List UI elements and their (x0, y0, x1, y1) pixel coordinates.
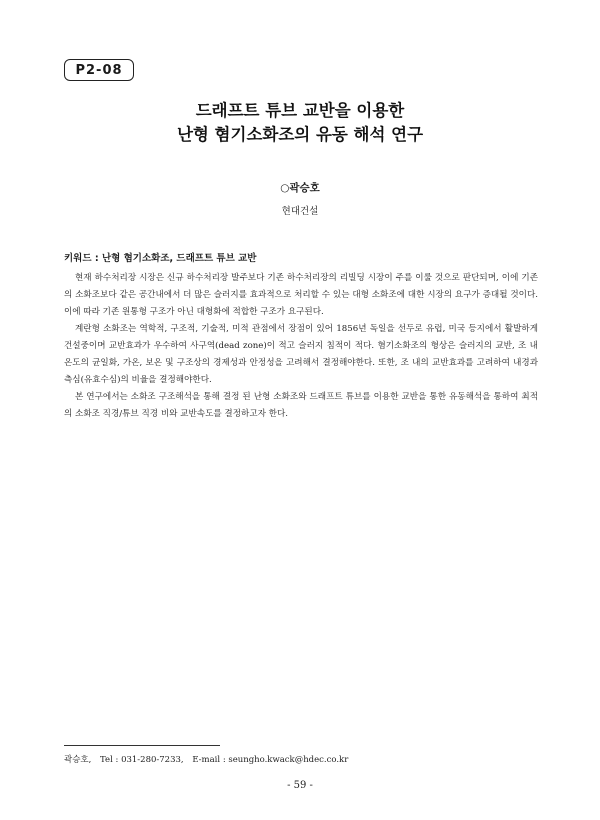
footnote-email: E-mail : seungho.kwack@hdec.co.kr (192, 755, 349, 765)
author-name: ○곽승호 (280, 182, 320, 194)
footnote (64, 753, 354, 765)
author-affiliation: 현대건설 (281, 206, 319, 217)
page-number: - 59 - (287, 780, 313, 791)
abstract-paragraph-3: 본 연구에서는 소화조 구조해석을 통해 결정 된 난형 소화조와 드래프트 튜브를 이용한 교반을 통한 유동해석을 통하여 최적의 소화조 직경/튜브 직경 비와 교반속도를 결정하고자 한다. (64, 392, 538, 419)
abstract-body (64, 270, 538, 423)
keywords: 키워드 : 난형 혐기소화조, 드래프트 튜브 교반 (64, 253, 257, 264)
paper-title-line-1: 드래프트 튜브 교반을 이용한 (195, 101, 405, 120)
session-code-badge: P2-08 (64, 59, 134, 81)
paper-title-line-2: 난형 혐기소화조의 유동 해석 연구 (176, 125, 424, 144)
footnote-tel: Tel : 031-280-7233, (100, 755, 184, 765)
abstract-paragraph-1: 현재 하수처리장 시장은 신규 하수처리장 발주보다 기존 하수처리장의 리빌딩 시장이 주를 이룰 것으로 판단되며, 이에 기존의 소화조보다 같은 공간내에서 더 많은 슬러지를 효과적으로 처리할 수 있는 대형 소화조에 대한 시장의 요구가 증대될 것이다. 이에 따라 기존 원통형 구조가 아닌 대형화에 적합한 구조가 요구된다. (64, 273, 538, 317)
footnote-divider (64, 745, 220, 746)
footnote-name: 곽승호, (64, 755, 92, 765)
abstract-paragraph-2: 계란형 소화조는 역학적, 구조적, 기술적, 미적 관점에서 장점이 있어 1856년 독일을 선두로 유럽, 미국 등지에서 활발하게 건설중이며 교반효과가 우수하여 사구역(dead zone)이 적고 슬러지 침적이 적다. 혐기소화조의 형상은 슬러지의 교반, 조 내 온도의 균일화, 가온, 보온 및 구조상의 경제성과 안정성을 고려해서 결정해야한다. 또한, 조 내의 교반효과를 고려하여 내경과 측심(유효수심)의 비율을 결정해야한다. (64, 324, 538, 385)
